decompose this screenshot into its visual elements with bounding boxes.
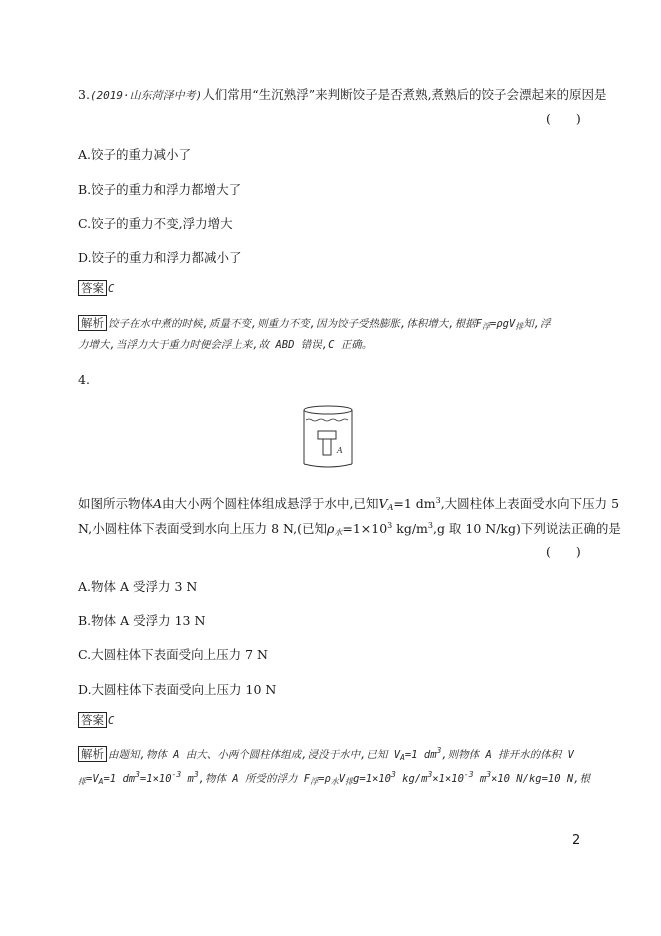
q4-analysis-V-sub: A [400,753,405,762]
large-cylinder [318,431,336,439]
q4-analysis-2l: ×10 N/kg=10 N,根 [491,773,591,785]
q3-analysis-sub-pai: 排 [515,322,524,331]
q4-stem-V-sub: A [387,503,394,512]
q3-analysis-text1: 饺子在水中煮的时候,质量不变,则重力不变,因为饺子受热膨胀,体积增大,根据 [108,318,476,330]
beaker-rim [304,406,352,414]
q3-analysis-label: 解析 [78,315,107,331]
q4-stem-1c: =1 dm [393,496,436,511]
q4-analysis-sup3: 3 [436,746,442,755]
page-number: 2 [572,833,581,848]
q4-analysis-water-sub: 水 [330,777,339,786]
q4-analysis-2f: =ρ [318,773,331,785]
q4-stem-1d: ,大圆柱体上表面受水向下压力 5 [440,496,620,511]
q4-stem-sup3: 3 [435,496,441,505]
q4-analysis-sup3-e: 3 [427,770,433,779]
q3-analysis-sub-float: 浮 [481,322,490,331]
q3-analysis-text1b: 知,浮 [523,318,551,330]
q4-stem-line1 [78,494,619,512]
q4-answer [78,712,114,728]
q3-answer-label: 答案 [78,280,107,296]
q4-analysis-2a: =V [86,773,99,785]
q4-analysis-pai-sub: 排 [78,777,86,786]
q4-analysis-2g: V [338,773,346,785]
q4-figure-beaker [300,404,356,470]
q4-analysis-sup3-b: 3 [135,770,140,779]
q3-option-c: C.饺子的重力不变,浮力增大 [78,216,233,231]
q4-analysis-2j: ×1×10 [432,773,464,785]
q4-option-c: C.大圆柱体下表面受向上压力 7 N [78,647,268,662]
q4-analysis-1c: ,则物体 A 排开水的体积 V [441,749,574,761]
beaker-bottom [304,464,352,467]
q4-analysis-2k: m [473,773,487,785]
q4-analysis-float-sub: 浮 [310,777,319,786]
q3-option-a: A.饺子的重力减小了 [78,147,192,162]
q3-number: 3. [78,87,90,102]
q4-analysis-neg3-b: -3 [463,770,474,779]
q4-answer-value: C [108,715,115,727]
q4-analysis-2h: g=1×10 [353,773,392,785]
small-cylinder [323,439,331,455]
q4-stem-2c: kg/m [392,521,428,536]
q4-analysis-sup3-f: 3 [486,770,492,779]
q3-answer-value: C [108,283,115,295]
q4-stem-A: A [153,496,163,511]
q4-analysis-VA-sub: A [98,777,104,786]
q4-option-b: B.物体 A 受浮力 13 N [78,613,206,628]
q4-option-d: D.大圆柱体下表面受向上压力 10 N [78,682,277,697]
q4-answer-label: 答案 [78,712,107,728]
q4-stem-1b: 由大小两个圆柱体组成悬浮于水中,已知 [162,496,379,511]
q4-option-a: A.物体 A 受浮力 3 N [78,579,198,594]
q4-analysis-2d: m [181,773,194,785]
q4-stem-V: V [378,496,388,511]
object-a-label: A [337,446,343,455]
q4-stem-line2 [78,519,621,538]
q4-answer-paren: ( ) [546,544,581,559]
q3-analysis-line2: 力增大,当浮力大于重力时便会浮上来,故 ABD 错误,C 正确。 [78,339,373,351]
q4-analysis-sup3-c: 3 [193,770,199,779]
q3-option-d: D.饺子的重力和浮力都减小了 [78,250,242,265]
water-surface [306,419,348,421]
q3-analysis-eq: =ρgV [489,318,516,330]
q4-analysis-sup3-d: 3 [391,770,396,779]
q4-analysis-pai-sub2: 排 [345,777,354,786]
q4-analysis-line2 [78,770,590,787]
q4-stem-sup3-b: 3 [387,521,393,530]
q4-analysis-2b: =1 dm [103,773,136,785]
q3-stem: 人们常用“生沉熟浮”来判断饺子是否煮熟,煮熟后的饺子会漂起来的原因是 [202,87,607,102]
q3-answer-paren: ( ) [546,111,581,126]
q4-analysis-label: 解析 [78,746,107,762]
q4-analysis-2c: =1×10 [139,773,172,785]
q4-analysis-2i: kg/m [395,773,428,785]
q3-answer [78,280,114,296]
q4-stem-sup3-c: 3 [427,521,433,530]
q3-source: (2019·山东菏泽中考) [89,89,203,102]
q4-stem-rho: ρ [327,521,335,536]
q4-stem-2d: ,g 取 10 N/kg)下列说法正确的是 [432,521,621,536]
q3-analysis-F: F [475,318,482,330]
q3-analysis-line1 [78,315,551,332]
q4-stem-2b: =1×10 [342,521,388,536]
q4-analysis-2e: ,物体 A 所受的浮力 F [198,773,311,785]
q4-analysis-line1 [78,746,574,762]
q4-stem-2a: N,小圆柱体下表面受到水向上压力 8 N,(已知 [78,521,327,536]
q4-number: 4. [78,372,90,387]
q4-stem-1a: 如图所示物体 [78,496,154,511]
q4-analysis-neg3: -3 [171,770,182,779]
q4-stem-rho-sub: 水 [334,528,343,537]
q4-analysis-1a: 由题知,物体 A 由大、小两个圆柱体组成,浸没于水中,已知 V [108,749,401,761]
q3-header [78,85,607,103]
q3-option-b: B.饺子的重力和浮力都增大了 [78,182,242,197]
q4-analysis-1b: =1 dm [404,749,437,761]
